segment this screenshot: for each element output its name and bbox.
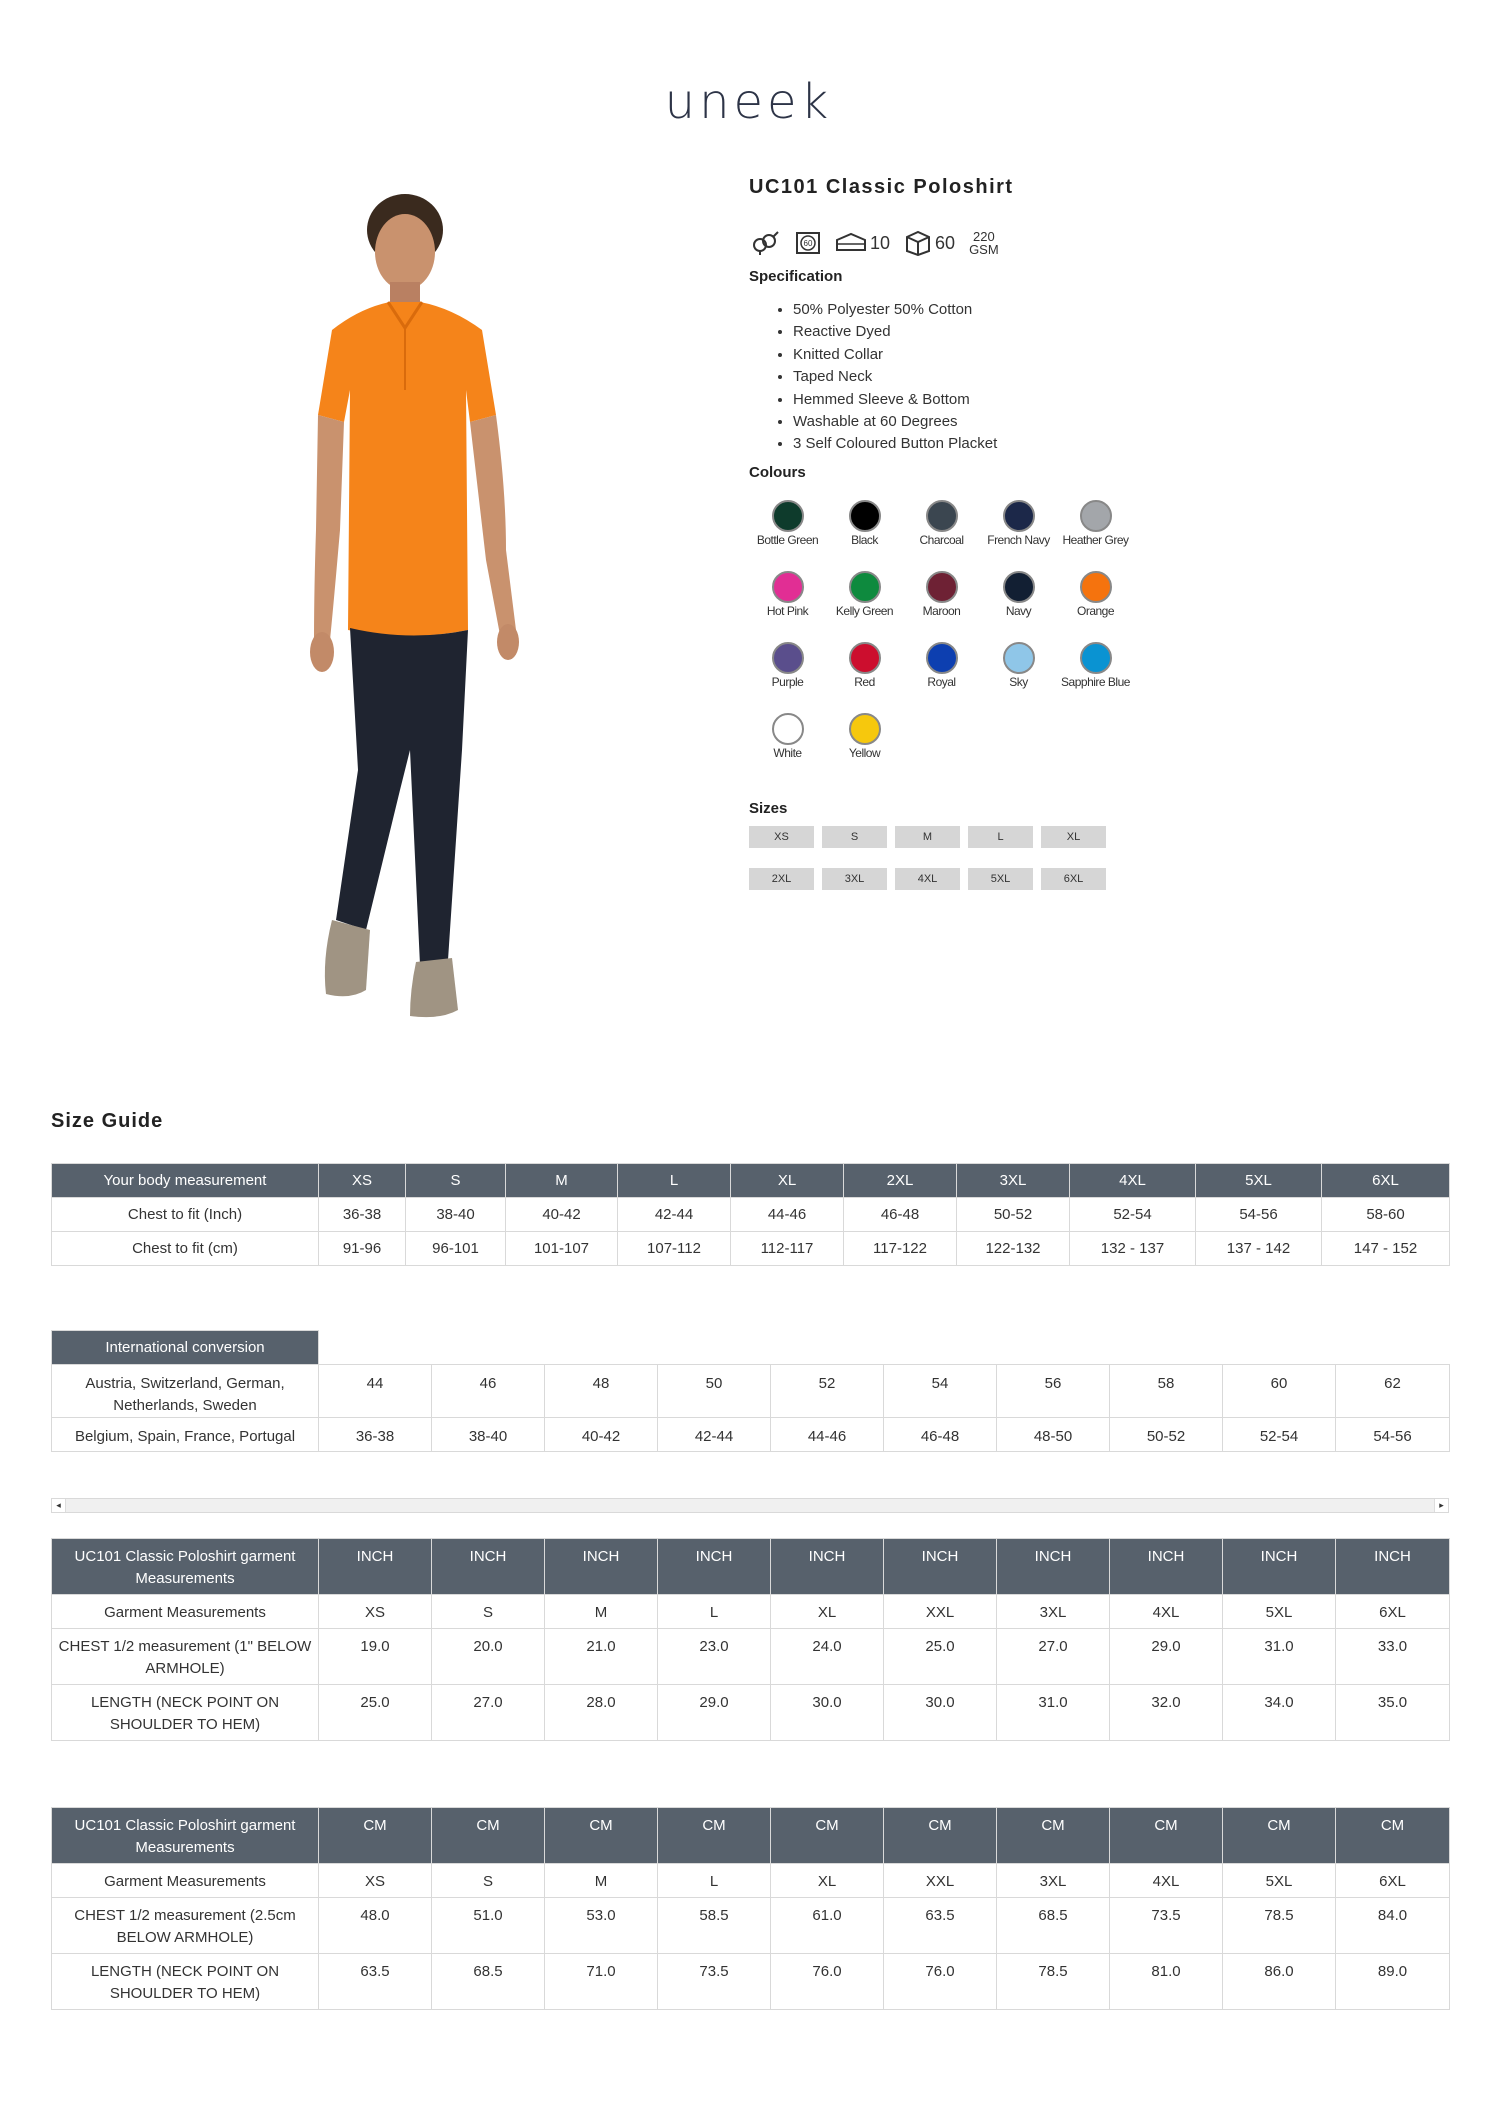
table-cell: 52-54 [1070, 1198, 1196, 1232]
table-cell: 76.0 [771, 1954, 884, 2010]
colour-name: Orange [1076, 604, 1115, 618]
table-cell: L [658, 1864, 771, 1898]
table-cell: XS [319, 1864, 432, 1898]
colour-dot[interactable] [1080, 500, 1112, 532]
table-cell: 30.0 [884, 1685, 997, 1741]
table-row [52, 1629, 1450, 1685]
table-cell: 73.5 [1110, 1898, 1223, 1954]
table-row [52, 1198, 1450, 1232]
table-header-cell: XS [319, 1164, 406, 1198]
colour-name: Yellow [848, 746, 881, 760]
table-cell: 31.0 [1223, 1629, 1336, 1685]
horizontal-scrollbar[interactable] [51, 1498, 1449, 1513]
colour-dot[interactable] [849, 500, 881, 532]
table-cell: 35.0 [1336, 1685, 1450, 1741]
brand-logo: uneek [664, 74, 833, 130]
table-header-cell: CM [771, 1808, 884, 1864]
table-cell: 63.5 [319, 1954, 432, 2010]
table-cell: 73.5 [658, 1954, 771, 2010]
table-cell: 71.0 [545, 1954, 658, 2010]
colour-dot[interactable] [849, 571, 881, 603]
size-option[interactable]: L [968, 826, 1033, 848]
size-option[interactable]: 5XL [968, 868, 1033, 890]
table-cell: 54 [884, 1365, 997, 1418]
table-cell: 50 [658, 1365, 771, 1418]
table-cell: 81.0 [1110, 1954, 1223, 2010]
colour-swatch[interactable] [749, 713, 826, 776]
table-row [52, 1898, 1450, 1954]
spec-item: • Knitted Collar [793, 344, 997, 366]
table-cell: 53.0 [545, 1898, 658, 1954]
table-cell: XS [319, 1595, 432, 1629]
table-header-cell: UC101 Classic Poloshirt garment Measurements [52, 1539, 319, 1595]
colour-name: Red [854, 675, 875, 689]
table-cell: 5XL [1223, 1595, 1336, 1629]
table-row [52, 1685, 1450, 1741]
colours-heading: Colours [749, 464, 806, 481]
table-cell: 3XL [997, 1595, 1110, 1629]
table-header-cell: 6XL [1322, 1164, 1450, 1198]
scroll-right-icon[interactable]: ▸ [1434, 1499, 1448, 1512]
unisex-icon [749, 231, 781, 255]
colour-dot[interactable] [849, 713, 881, 745]
table-header-cell: CM [1110, 1808, 1223, 1864]
table-row [52, 1595, 1450, 1629]
table-cell: 40-42 [506, 1198, 618, 1232]
colour-name: Heather Grey [1062, 533, 1129, 547]
table-header-cell: UC101 Classic Poloshirt garment Measurements [52, 1808, 319, 1864]
table-cell: 61.0 [771, 1898, 884, 1954]
colour-swatches [749, 500, 1129, 776]
table-header-row [52, 1331, 1450, 1365]
colour-dot[interactable] [1003, 642, 1035, 674]
colour-dot[interactable] [772, 642, 804, 674]
table-cell: 27.0 [432, 1685, 545, 1741]
specification-heading: Specification [749, 268, 843, 285]
table-header-row [52, 1808, 1450, 1864]
colour-dot[interactable] [926, 571, 958, 603]
table-cell: 68.5 [432, 1954, 545, 2010]
table-cell: 117-122 [844, 1232, 957, 1266]
colour-name: French Navy [987, 533, 1050, 547]
colour-name: Black [851, 533, 878, 547]
table-header-cell: International conversion [52, 1331, 319, 1365]
colour-swatch[interactable] [826, 713, 903, 776]
table-row [52, 1232, 1450, 1266]
product-model-image [270, 190, 550, 1070]
table-header-cell: INCH [432, 1539, 545, 1595]
table-cell: Garment Measurements [52, 1595, 319, 1629]
table-cell: 34.0 [1223, 1685, 1336, 1741]
table-cell: 19.0 [319, 1629, 432, 1685]
wash-temperature-icon [795, 231, 821, 255]
table-cell: 78.5 [1223, 1898, 1336, 1954]
colour-name: Maroon [922, 604, 961, 618]
table-header-cell: CM [1223, 1808, 1336, 1864]
body-measurement-table [51, 1163, 1450, 1266]
table-header-cell: INCH [319, 1539, 432, 1595]
table-cell: 76.0 [884, 1954, 997, 2010]
colour-name: Purple [771, 675, 804, 689]
colour-name: Navy [1005, 604, 1032, 618]
table-cell: 46-48 [844, 1198, 957, 1232]
colour-swatch[interactable] [826, 571, 903, 634]
table-cell: 48 [545, 1365, 658, 1418]
colour-dot[interactable] [772, 713, 804, 745]
table-cell: 23.0 [658, 1629, 771, 1685]
colour-dot[interactable] [926, 642, 958, 674]
table-cell: 46-48 [884, 1418, 997, 1452]
svg-text:60: 60 [803, 239, 813, 248]
table-cell: XXL [884, 1595, 997, 1629]
table-header-cell: INCH [658, 1539, 771, 1595]
colour-name: Sky [1009, 675, 1028, 689]
table-cell: LENGTH (NECK POINT ON SHOULDER TO HEM) [52, 1954, 319, 2010]
table-cell: Belgium, Spain, France, Portugal [52, 1418, 319, 1452]
table-cell: 33.0 [1336, 1629, 1450, 1685]
table-header-cell: 5XL [1196, 1164, 1322, 1198]
spec-item: • Hemmed Sleeve & Bottom [793, 389, 997, 411]
table-cell: 84.0 [1336, 1898, 1450, 1954]
table-cell: 132 - 137 [1070, 1232, 1196, 1266]
colour-name: Bottle Green [756, 533, 819, 547]
size-guide-heading: Size Guide [51, 1110, 164, 1132]
colour-swatch[interactable] [980, 571, 1057, 634]
table-cell: 48-50 [997, 1418, 1110, 1452]
table-cell: 20.0 [432, 1629, 545, 1685]
table-cell: L [658, 1595, 771, 1629]
table-cell: 6XL [1336, 1595, 1450, 1629]
colour-swatch[interactable] [749, 571, 826, 634]
table-header-cell: XL [731, 1164, 844, 1198]
sizes-heading: Sizes [749, 800, 788, 817]
table-cell: 24.0 [771, 1629, 884, 1685]
table-cell: LENGTH (NECK POINT ON SHOULDER TO HEM) [52, 1685, 319, 1741]
table-row [52, 1954, 1450, 2010]
colour-swatch[interactable] [749, 500, 826, 563]
table-header-cell: CM [319, 1808, 432, 1864]
table-cell: 62 [1336, 1365, 1450, 1418]
table-cell: 27.0 [997, 1629, 1110, 1685]
table-cell: 28.0 [545, 1685, 658, 1741]
table-cell: 4XL [1110, 1864, 1223, 1898]
table-cell: 44 [319, 1365, 432, 1418]
table-cell: 6XL [1336, 1864, 1450, 1898]
table-cell: 42-44 [618, 1198, 731, 1232]
spec-item: • Washable at 60 Degrees [793, 411, 997, 433]
size-option[interactable]: 3XL [822, 868, 887, 890]
table-blank-cell [319, 1331, 1450, 1365]
table-cell: CHEST 1/2 measurement (1" BELOW ARMHOLE) [52, 1629, 319, 1685]
table-cell: 3XL [997, 1864, 1110, 1898]
colour-dot[interactable] [1080, 642, 1112, 674]
pack-quantity-icon: 10 [835, 232, 890, 254]
table-cell: 38-40 [406, 1198, 506, 1232]
table-header-cell: INCH [1336, 1539, 1450, 1595]
table-cell: 78.5 [997, 1954, 1110, 2010]
table-header-cell: L [618, 1164, 731, 1198]
table-cell: 44-46 [771, 1418, 884, 1452]
table-cell: 122-132 [957, 1232, 1070, 1266]
table-cell: 21.0 [545, 1629, 658, 1685]
table-header-cell: INCH [1223, 1539, 1336, 1595]
table-header-cell: Your body measurement [52, 1164, 319, 1198]
table-cell: 60 [1223, 1365, 1336, 1418]
table-header-cell: INCH [997, 1539, 1110, 1595]
size-option[interactable]: 4XL [895, 868, 960, 890]
colour-swatch[interactable] [1057, 642, 1134, 705]
table-header-cell: CM [884, 1808, 997, 1864]
colour-swatch[interactable] [1057, 500, 1134, 563]
carton-quantity-icon: 60 [904, 230, 955, 256]
table-header-cell: CM [432, 1808, 545, 1864]
product-title: UC101 Classic Poloshirt [749, 176, 1014, 198]
garment-inch-table [51, 1538, 1450, 1741]
colour-swatch[interactable] [1057, 571, 1134, 634]
table-cell: 32.0 [1110, 1685, 1223, 1741]
colour-swatch[interactable] [980, 642, 1057, 705]
table-cell: 50-52 [1110, 1418, 1223, 1452]
scroll-left-icon[interactable]: ◂ [52, 1499, 66, 1512]
table-cell: M [545, 1595, 658, 1629]
table-cell: 48.0 [319, 1898, 432, 1954]
colour-swatch[interactable] [826, 500, 903, 563]
table-cell: 51.0 [432, 1898, 545, 1954]
colour-swatch[interactable] [749, 642, 826, 705]
table-cell: 58-60 [1322, 1198, 1450, 1232]
table-cell: 63.5 [884, 1898, 997, 1954]
table-header-cell: CM [997, 1808, 1110, 1864]
table-header-cell: INCH [771, 1539, 884, 1595]
table-cell: 30.0 [771, 1685, 884, 1741]
size-option[interactable]: S [822, 826, 887, 848]
table-cell: 31.0 [997, 1685, 1110, 1741]
table-cell: Austria, Switzerland, German, Netherlands, Sweden [52, 1365, 319, 1418]
table-header-cell: INCH [884, 1539, 997, 1595]
table-cell: 58 [1110, 1365, 1223, 1418]
table-header-row [52, 1539, 1450, 1595]
table-cell: Chest to fit (cm) [52, 1232, 319, 1266]
table-cell: 25.0 [319, 1685, 432, 1741]
gsm-weight-icon: 220 GSM [969, 229, 999, 257]
size-options [749, 826, 1106, 890]
table-header-cell: INCH [1110, 1539, 1223, 1595]
colour-name: Charcoal [919, 533, 964, 547]
colour-name: Royal [927, 675, 956, 689]
table-header-cell: 3XL [957, 1164, 1070, 1198]
size-option[interactable]: XS [749, 826, 814, 848]
table-cell: 36-38 [319, 1198, 406, 1232]
colour-name: Kelly Green [835, 604, 894, 618]
size-option[interactable]: 6XL [1041, 868, 1106, 890]
table-cell: 36-38 [319, 1418, 432, 1452]
table-cell: 40-42 [545, 1418, 658, 1452]
table-cell: XL [771, 1864, 884, 1898]
table-cell: 112-117 [731, 1232, 844, 1266]
table-cell: 96-101 [406, 1232, 506, 1266]
spec-item: • 50% Polyester 50% Cotton [793, 299, 997, 321]
colour-swatch[interactable] [903, 571, 980, 634]
table-cell: S [432, 1595, 545, 1629]
size-option[interactable]: XL [1041, 826, 1106, 848]
table-row [52, 1418, 1450, 1452]
colour-dot[interactable] [1080, 571, 1112, 603]
table-cell: 54-56 [1196, 1198, 1322, 1232]
spec-icons-row [749, 230, 999, 256]
table-cell: XL [771, 1595, 884, 1629]
table-header-cell: 4XL [1070, 1164, 1196, 1198]
table-cell: 86.0 [1223, 1954, 1336, 2010]
colour-swatch[interactable] [903, 642, 980, 705]
colour-dot[interactable] [1003, 500, 1035, 532]
table-cell: 147 - 152 [1322, 1232, 1450, 1266]
table-cell: 137 - 142 [1196, 1232, 1322, 1266]
spec-item: • Taped Neck [793, 366, 997, 388]
table-cell: CHEST 1/2 measurement (2.5cm BELOW ARMHOLE) [52, 1898, 319, 1954]
table-header-cell: 2XL [844, 1164, 957, 1198]
colour-swatch[interactable] [826, 642, 903, 705]
table-cell: 91-96 [319, 1232, 406, 1266]
table-cell: XXL [884, 1864, 997, 1898]
table-cell: 42-44 [658, 1418, 771, 1452]
table-cell: 44-46 [731, 1198, 844, 1232]
spec-item: • 3 Self Coloured Button Placket [793, 433, 997, 455]
table-cell: 56 [997, 1365, 1110, 1418]
table-cell: 38-40 [432, 1418, 545, 1452]
colour-name: White [773, 746, 802, 760]
colour-dot[interactable] [849, 642, 881, 674]
table-cell: Chest to fit (Inch) [52, 1198, 319, 1232]
colour-name: Hot Pink [766, 604, 809, 618]
table-cell: 25.0 [884, 1629, 997, 1685]
table-header-cell: CM [1336, 1808, 1450, 1864]
colour-swatch[interactable] [980, 500, 1057, 563]
specification-list [793, 299, 997, 456]
table-cell: 107-112 [618, 1232, 731, 1266]
size-option[interactable]: M [895, 826, 960, 848]
table-cell: 29.0 [658, 1685, 771, 1741]
table-header-cell: M [506, 1164, 618, 1198]
table-header-cell: INCH [545, 1539, 658, 1595]
size-option[interactable]: 2XL [749, 868, 814, 890]
table-cell: S [432, 1864, 545, 1898]
colour-dot[interactable] [772, 571, 804, 603]
colour-dot[interactable] [926, 500, 958, 532]
colour-swatch[interactable] [903, 500, 980, 563]
table-cell: 58.5 [658, 1898, 771, 1954]
colour-dot[interactable] [1003, 571, 1035, 603]
table-cell: 68.5 [997, 1898, 1110, 1954]
table-header-cell: S [406, 1164, 506, 1198]
table-header-row [52, 1164, 1450, 1198]
table-cell: 52-54 [1223, 1418, 1336, 1452]
table-cell: 4XL [1110, 1595, 1223, 1629]
table-cell: 54-56 [1336, 1418, 1450, 1452]
table-cell: 46 [432, 1365, 545, 1418]
table-cell: 52 [771, 1365, 884, 1418]
table-cell: 101-107 [506, 1232, 618, 1266]
table-cell: M [545, 1864, 658, 1898]
table-cell: 29.0 [1110, 1629, 1223, 1685]
table-cell: 50-52 [957, 1198, 1070, 1232]
table-cell: Garment Measurements [52, 1864, 319, 1898]
garment-cm-table [51, 1807, 1450, 2010]
table-row [52, 1365, 1450, 1418]
table-cell: 89.0 [1336, 1954, 1450, 2010]
table-row [52, 1864, 1450, 1898]
colour-dot[interactable] [772, 500, 804, 532]
table-cell: 5XL [1223, 1864, 1336, 1898]
spec-item: • Reactive Dyed [793, 321, 997, 343]
colour-name: Sapphire Blue [1061, 675, 1130, 689]
table-header-cell: CM [658, 1808, 771, 1864]
table-header-cell: CM [545, 1808, 658, 1864]
international-conversion-table [51, 1330, 1450, 1452]
